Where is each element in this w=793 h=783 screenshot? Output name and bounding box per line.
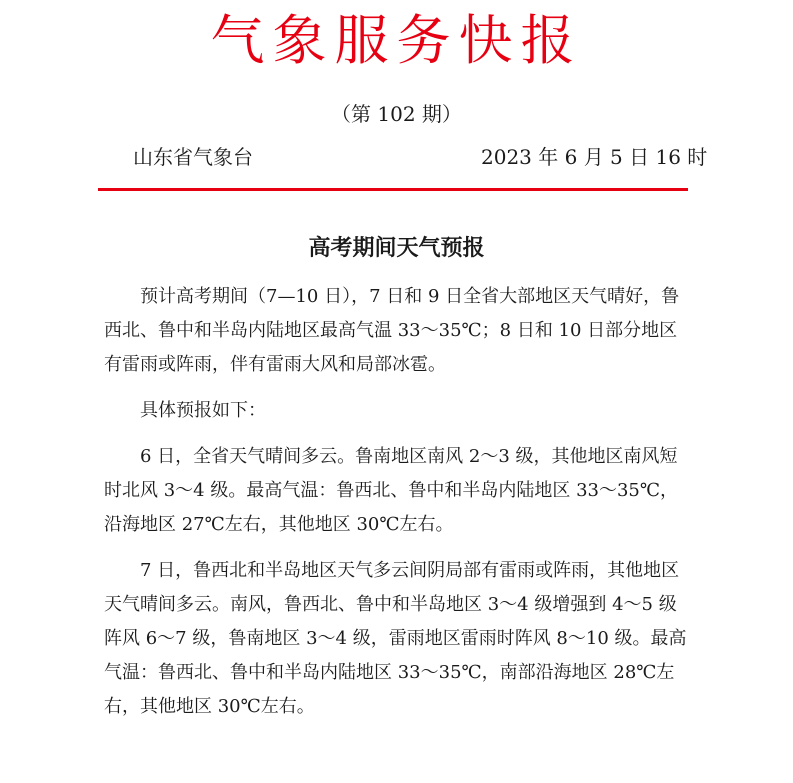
paragraph: 具体预报如下：: [140, 400, 266, 421]
masthead-title: 气象服务快报: [210, 9, 583, 72]
red-divider: [98, 188, 688, 191]
issue-date: 2023 年 6 月 5 日 16 时: [481, 145, 708, 169]
paragraph: 7 日，鲁西北和半岛地区天气多云间阴局部有雷雨或阵雨，其他地区天气晴间多云。南风，鲁西北、鲁中和半岛地区 3～4 级增强到 4～5 级阵风 6～7 级，鲁南地区 3～4 级，雷雨地区雷雨时阵风 8～10 级。最高气温：鲁西北、鲁中和半岛内陆地区 33～35℃，南部沿海地区 28℃左右，其他地区 30℃左右。: [104, 560, 687, 717]
paragraph: 预计高考期间（7—10 日），7 日和 9 日全省大部地区天气晴好，鲁西北、鲁中和半岛内陆地区最高气温 33～35℃；8 日和 10 日部分地区有雷雨或阵雨，伴有雷雨大风和局部冰雹。: [104, 286, 680, 375]
article-title: 高考期间天气预报: [308, 235, 485, 261]
paragraph: 6 日，全省天气晴间多云。鲁南地区南风 2～3 级，其他地区南风短时北风 3～4 级。最高气温：鲁西北、鲁中和半岛内陆地区 33～35℃，沿海地区 27℃左右，其他地区 30℃左右。: [104, 446, 679, 535]
issuer: 山东省气象台: [133, 145, 253, 169]
issue-number: （第 102 期）: [331, 102, 462, 126]
article-body: [104, 280, 694, 736]
